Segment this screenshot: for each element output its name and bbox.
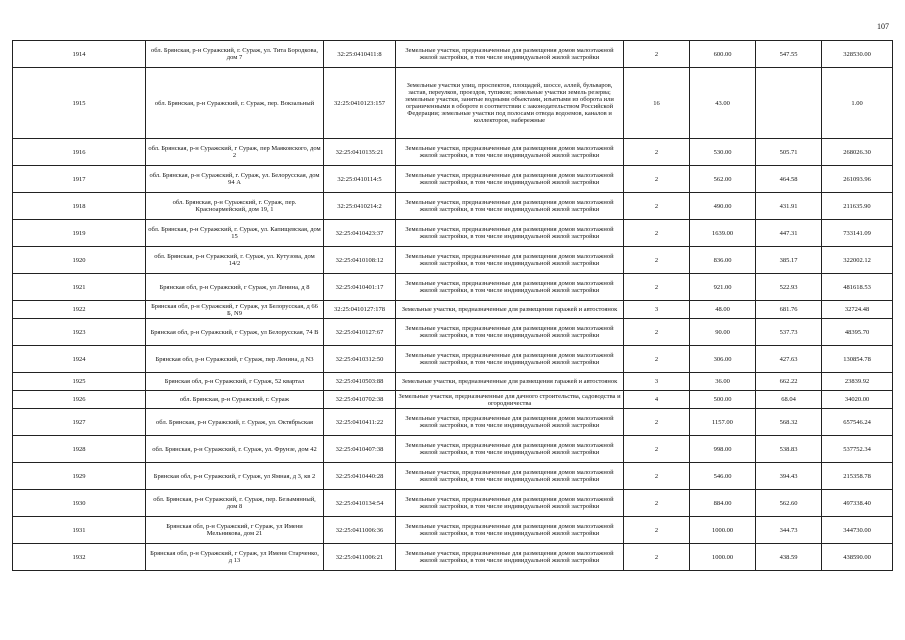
- cadastral-number-cell: 32:25:0411006:21: [324, 544, 396, 571]
- area-cell: 1000.00: [690, 544, 756, 571]
- use-group-cell: 2: [624, 436, 690, 463]
- row-number: 1920: [13, 247, 146, 274]
- address-cell: Брянская обл, р-н Суражский, г Сураж, ул Белорусская, д 66 Б, N9: [146, 301, 324, 319]
- cadastral-value-cell: 344730.00: [822, 517, 893, 544]
- unit-value-cell: 394.43: [756, 463, 822, 490]
- cadastral-number-cell: 32:25:0410423:37: [324, 220, 396, 247]
- use-group-cell: 2: [624, 409, 690, 436]
- area-cell: 562.00: [690, 166, 756, 193]
- address-cell: Брянская обл, р-н Суражский, г Сураж, 52 квартал: [146, 373, 324, 391]
- area-cell: 546.00: [690, 463, 756, 490]
- cadastral-value-cell: 211635.90: [822, 193, 893, 220]
- cadastral-number-cell: 32:25:0410127:67: [324, 319, 396, 346]
- row-number: 1923: [13, 319, 146, 346]
- row-number: 1921: [13, 274, 146, 301]
- land-use-cell: Земельные участки, предназначенные для размещения домов малоэтажной жилой застройки, в том числе индивидуальной жилой застройки: [396, 166, 624, 193]
- land-use-cell: Земельные участки, предназначенные для дачного строительства, садоводства и огородничества: [396, 391, 624, 409]
- cadastral-number-cell: 32:25:0410123:157: [324, 68, 396, 139]
- area-cell: 90.00: [690, 319, 756, 346]
- use-group-cell: 2: [624, 544, 690, 571]
- cadastral-value-cell: 215358.78: [822, 463, 893, 490]
- unit-value-cell: 537.73: [756, 319, 822, 346]
- address-cell: обл. Брянская, р-н Суражский, г. Сураж, ул. Октябрьская: [146, 409, 324, 436]
- use-group-cell: 4: [624, 391, 690, 409]
- use-group-cell: 3: [624, 301, 690, 319]
- unit-value-cell: 344.73: [756, 517, 822, 544]
- row-number: 1914: [13, 41, 146, 68]
- unit-value-cell: 547.55: [756, 41, 822, 68]
- land-use-cell: Земельные участки, предназначенные для размещения домов малоэтажной жилой застройки, в том числе индивидуальной жилой застройки: [396, 247, 624, 274]
- address-cell: обл. Брянская, р-н Суражский, г. Сураж, ул. Тита Бородкова, дом 7: [146, 41, 324, 68]
- use-group-cell: 16: [624, 68, 690, 139]
- table-row: [13, 544, 893, 571]
- row-number: 1932: [13, 544, 146, 571]
- land-use-cell: Земельные участки, предназначенные для размещения домов малоэтажной жилой застройки, в том числе индивидуальной жилой застройки: [396, 139, 624, 166]
- table-row: [13, 220, 893, 247]
- address-cell: обл. Брянская, р-н Суражский, г. Сураж, пер. Вокзальный: [146, 68, 324, 139]
- cadastral-number-cell: 32:25:0410312:50: [324, 346, 396, 373]
- cadastral-number-cell: 32:25:0410702:38: [324, 391, 396, 409]
- area-cell: 36.00: [690, 373, 756, 391]
- table-row: [13, 301, 893, 319]
- unit-value-cell: 68.04: [756, 391, 822, 409]
- cadastral-value-cell: 268026.30: [822, 139, 893, 166]
- land-use-cell: Земельные участки, предназначенные для размещения домов малоэтажной жилой застройки, в том числе индивидуальной жилой застройки: [396, 274, 624, 301]
- table-row: [13, 274, 893, 301]
- use-group-cell: 2: [624, 490, 690, 517]
- row-number: 1918: [13, 193, 146, 220]
- table-row: [13, 346, 893, 373]
- use-group-cell: 2: [624, 463, 690, 490]
- cadastral-value-cell: 497338.40: [822, 490, 893, 517]
- address-cell: обл. Брянская, р-н Суражский, г. Сураж, ул. Капищевская, дом 15: [146, 220, 324, 247]
- cadastral-value-cell: 537752.34: [822, 436, 893, 463]
- address-cell: обл. Брянская, р-н Суражский, г. Сураж: [146, 391, 324, 409]
- land-use-cell: Земельные участки, предназначенные для размещения домов малоэтажной жилой застройки, в том числе индивидуальной жилой застройки: [396, 346, 624, 373]
- land-use-cell: Земельные участки, предназначенные для размещения домов малоэтажной жилой застройки, в том числе индивидуальной жилой застройки: [396, 517, 624, 544]
- land-use-cell: Земельные участки, предназначенные для размещения домов малоэтажной жилой застройки, в том числе индивидуальной жилой застройки: [396, 409, 624, 436]
- unit-value-cell: 522.93: [756, 274, 822, 301]
- use-group-cell: 3: [624, 373, 690, 391]
- address-cell: обл. Брянская, р-н Суражский, г Сураж, пер Маяковского, дом 2: [146, 139, 324, 166]
- unit-value-cell: 562.60: [756, 490, 822, 517]
- row-number: 1919: [13, 220, 146, 247]
- unit-value-cell: 538.83: [756, 436, 822, 463]
- cadastral-value-cell: 438590.00: [822, 544, 893, 571]
- unit-value-cell: 568.32: [756, 409, 822, 436]
- cadastral-number-cell: 32:25:0410114:5: [324, 166, 396, 193]
- cadastral-number-cell: 32:25:0410411:8: [324, 41, 396, 68]
- page-number: 107: [877, 22, 889, 31]
- unit-value-cell: [756, 68, 822, 139]
- cadastral-value-cell: 733141.09: [822, 220, 893, 247]
- row-number: 1925: [13, 373, 146, 391]
- address-cell: обл. Брянская, р-н Суражский, г. Сураж, пер. Красноармейский, дом 19, 1: [146, 193, 324, 220]
- cadastral-number-cell: 32:25:0410440:28: [324, 463, 396, 490]
- cadastral-number-cell: 32:25:0410411:22: [324, 409, 396, 436]
- area-cell: 500.00: [690, 391, 756, 409]
- unit-value-cell: 385.17: [756, 247, 822, 274]
- cadastral-value-cell: 261093.96: [822, 166, 893, 193]
- address-cell: Брянская обл, р-н Суражский, г Сураж, ул Белорусская, 74 В: [146, 319, 324, 346]
- cadastral-value-cell: 657546.24: [822, 409, 893, 436]
- area-cell: 1000.00: [690, 517, 756, 544]
- unit-value-cell: 431.91: [756, 193, 822, 220]
- cadastral-number-cell: 32:25:0410214:2: [324, 193, 396, 220]
- use-group-cell: 2: [624, 346, 690, 373]
- area-cell: 48.00: [690, 301, 756, 319]
- cadastral-value-cell: 322002.12: [822, 247, 893, 274]
- address-cell: обл. Брянская, р-н Суражский, г. Сураж, ул. Белорусская, дом 94 А: [146, 166, 324, 193]
- table-row: [13, 373, 893, 391]
- table-row: [13, 68, 893, 139]
- row-number: 1926: [13, 391, 146, 409]
- area-cell: 836.00: [690, 247, 756, 274]
- cadastral-value-cell: 328530.00: [822, 41, 893, 68]
- row-number: 1922: [13, 301, 146, 319]
- row-number: 1929: [13, 463, 146, 490]
- cadastral-number-cell: 32:25:0411006:36: [324, 517, 396, 544]
- address-cell: Брянская обл, р-н Суражский, г Сураж, ул Ямная, д 3, кв 2: [146, 463, 324, 490]
- unit-value-cell: 681.76: [756, 301, 822, 319]
- land-use-cell: Земельные участки, предназначенные для размещения домов малоэтажной жилой застройки, в том числе индивидуальной жилой застройки: [396, 436, 624, 463]
- land-use-cell: Земельные участки, предназначенные для размещения домов малоэтажной жилой застройки, в том числе индивидуальной жилой застройки: [396, 220, 624, 247]
- area-cell: 921.00: [690, 274, 756, 301]
- unit-value-cell: 662.22: [756, 373, 822, 391]
- use-group-cell: 2: [624, 41, 690, 68]
- cadastral-number-cell: 32:25:0410503:88: [324, 373, 396, 391]
- area-cell: 530.00: [690, 139, 756, 166]
- table-row: [13, 436, 893, 463]
- row-number: 1916: [13, 139, 146, 166]
- use-group-cell: 2: [624, 193, 690, 220]
- unit-value-cell: 505.71: [756, 139, 822, 166]
- land-use-cell: Земельные участки, предназначенные для размещения домов малоэтажной жилой застройки, в том числе индивидуальной жилой застройки: [396, 490, 624, 517]
- area-cell: 490.00: [690, 193, 756, 220]
- table-row: [13, 409, 893, 436]
- cadastral-value-cell: 34020.00: [822, 391, 893, 409]
- unit-value-cell: 464.58: [756, 166, 822, 193]
- area-cell: 1157.00: [690, 409, 756, 436]
- row-number: 1931: [13, 517, 146, 544]
- cadastral-number-cell: 32:25:0410127:178: [324, 301, 396, 319]
- land-use-cell: Земельные участки, предназначенные для размещения домов малоэтажной жилой застройки, в том числе индивидуальной жилой застройки: [396, 193, 624, 220]
- area-cell: 306.00: [690, 346, 756, 373]
- row-number: 1917: [13, 166, 146, 193]
- use-group-cell: 2: [624, 517, 690, 544]
- table-row: [13, 391, 893, 409]
- cadastral-number-cell: 32:25:0410134:54: [324, 490, 396, 517]
- land-use-cell: Земельные участки, предназначенные для размещения гаражей и автостоянок: [396, 301, 624, 319]
- use-group-cell: 2: [624, 274, 690, 301]
- table-row: [13, 166, 893, 193]
- table-body: [13, 41, 893, 571]
- table-row: [13, 247, 893, 274]
- cadastral-value-cell: 481618.53: [822, 274, 893, 301]
- use-group-cell: 2: [624, 220, 690, 247]
- land-use-cell: Земельные участки улиц, проспектов, площадей, шоссе, аллей, бульваров, застав, переулков, проездов, тупиков; земельные участки земель резерва; земельные участки, занятые водными объектами, изъятыми из оборота или ограниченными в обороте в соответствии с законодательством Российской Федерации; земельные участки под полосами отвода водоемов, каналов и коллекторов, набережные: [396, 68, 624, 139]
- unit-value-cell: 427.63: [756, 346, 822, 373]
- row-number: 1930: [13, 490, 146, 517]
- address-cell: обл. Брянская, р-н Суражский, г. Сураж, пер. Безымянный, дом 8: [146, 490, 324, 517]
- row-number: 1924: [13, 346, 146, 373]
- address-cell: обл. Брянская, р-н Суражский, г. Сураж, ул. Кутузова, дом 14/2: [146, 247, 324, 274]
- land-use-cell: Земельные участки, предназначенные для размещения гаражей и автостоянок: [396, 373, 624, 391]
- area-cell: 43.00: [690, 68, 756, 139]
- cadastral-value-cell: 23839.92: [822, 373, 893, 391]
- table-row: [13, 463, 893, 490]
- cadastral-value-cell: 1.00: [822, 68, 893, 139]
- row-number: 1927: [13, 409, 146, 436]
- land-use-cell: Земельные участки, предназначенные для размещения домов малоэтажной жилой застройки, в том числе индивидуальной жилой застройки: [396, 463, 624, 490]
- use-group-cell: 2: [624, 166, 690, 193]
- cadastral-number-cell: 32:25:0410401:17: [324, 274, 396, 301]
- address-cell: Брянская обл, р-н Суражский, г Сураж, пер Ленина, д N3: [146, 346, 324, 373]
- cadastral-number-cell: 32:25:0410407:38: [324, 436, 396, 463]
- land-use-cell: Земельные участки, предназначенные для размещения домов малоэтажной жилой застройки, в том числе индивидуальной жилой застройки: [396, 41, 624, 68]
- use-group-cell: 2: [624, 319, 690, 346]
- area-cell: 1639.00: [690, 220, 756, 247]
- row-number: 1928: [13, 436, 146, 463]
- table-row: [13, 41, 893, 68]
- address-cell: Брянская обл, р-н Суражский, г Сураж, ул Имени Мельникова, дом 21: [146, 517, 324, 544]
- land-use-cell: Земельные участки, предназначенные для размещения домов малоэтажной жилой застройки, в том числе индивидуальной жилой застройки: [396, 544, 624, 571]
- use-group-cell: 2: [624, 139, 690, 166]
- cadastral-value-table: [12, 40, 893, 571]
- area-cell: 600.00: [690, 41, 756, 68]
- cadastral-value-cell: 48395.70: [822, 319, 893, 346]
- unit-value-cell: 447.31: [756, 220, 822, 247]
- cadastral-value-cell: 32724.48: [822, 301, 893, 319]
- land-use-cell: Земельные участки, предназначенные для размещения домов малоэтажной жилой застройки, в том числе индивидуальной жилой застройки: [396, 319, 624, 346]
- table-row: [13, 490, 893, 517]
- table-row: [13, 319, 893, 346]
- table-row: [13, 517, 893, 544]
- cadastral-number-cell: 32:25:0410108:12: [324, 247, 396, 274]
- address-cell: Брянская обл, р-н Суражский, г Сураж, ул Ленина, д 8: [146, 274, 324, 301]
- address-cell: Брянская обл, р-н Суражский, г Сураж, ул Имени Старченко, д 13: [146, 544, 324, 571]
- cadastral-number-cell: 32:25:0410135:21: [324, 139, 396, 166]
- address-cell: обл. Брянская, р-н Суражский, г. Сураж, ул. Фрунзе, дом 42: [146, 436, 324, 463]
- area-cell: 884.00: [690, 490, 756, 517]
- table-row: [13, 193, 893, 220]
- use-group-cell: 2: [624, 247, 690, 274]
- area-cell: 998.00: [690, 436, 756, 463]
- unit-value-cell: 438.59: [756, 544, 822, 571]
- table-row: [13, 139, 893, 166]
- row-number: 1915: [13, 68, 146, 139]
- cadastral-value-cell: 130854.78: [822, 346, 893, 373]
